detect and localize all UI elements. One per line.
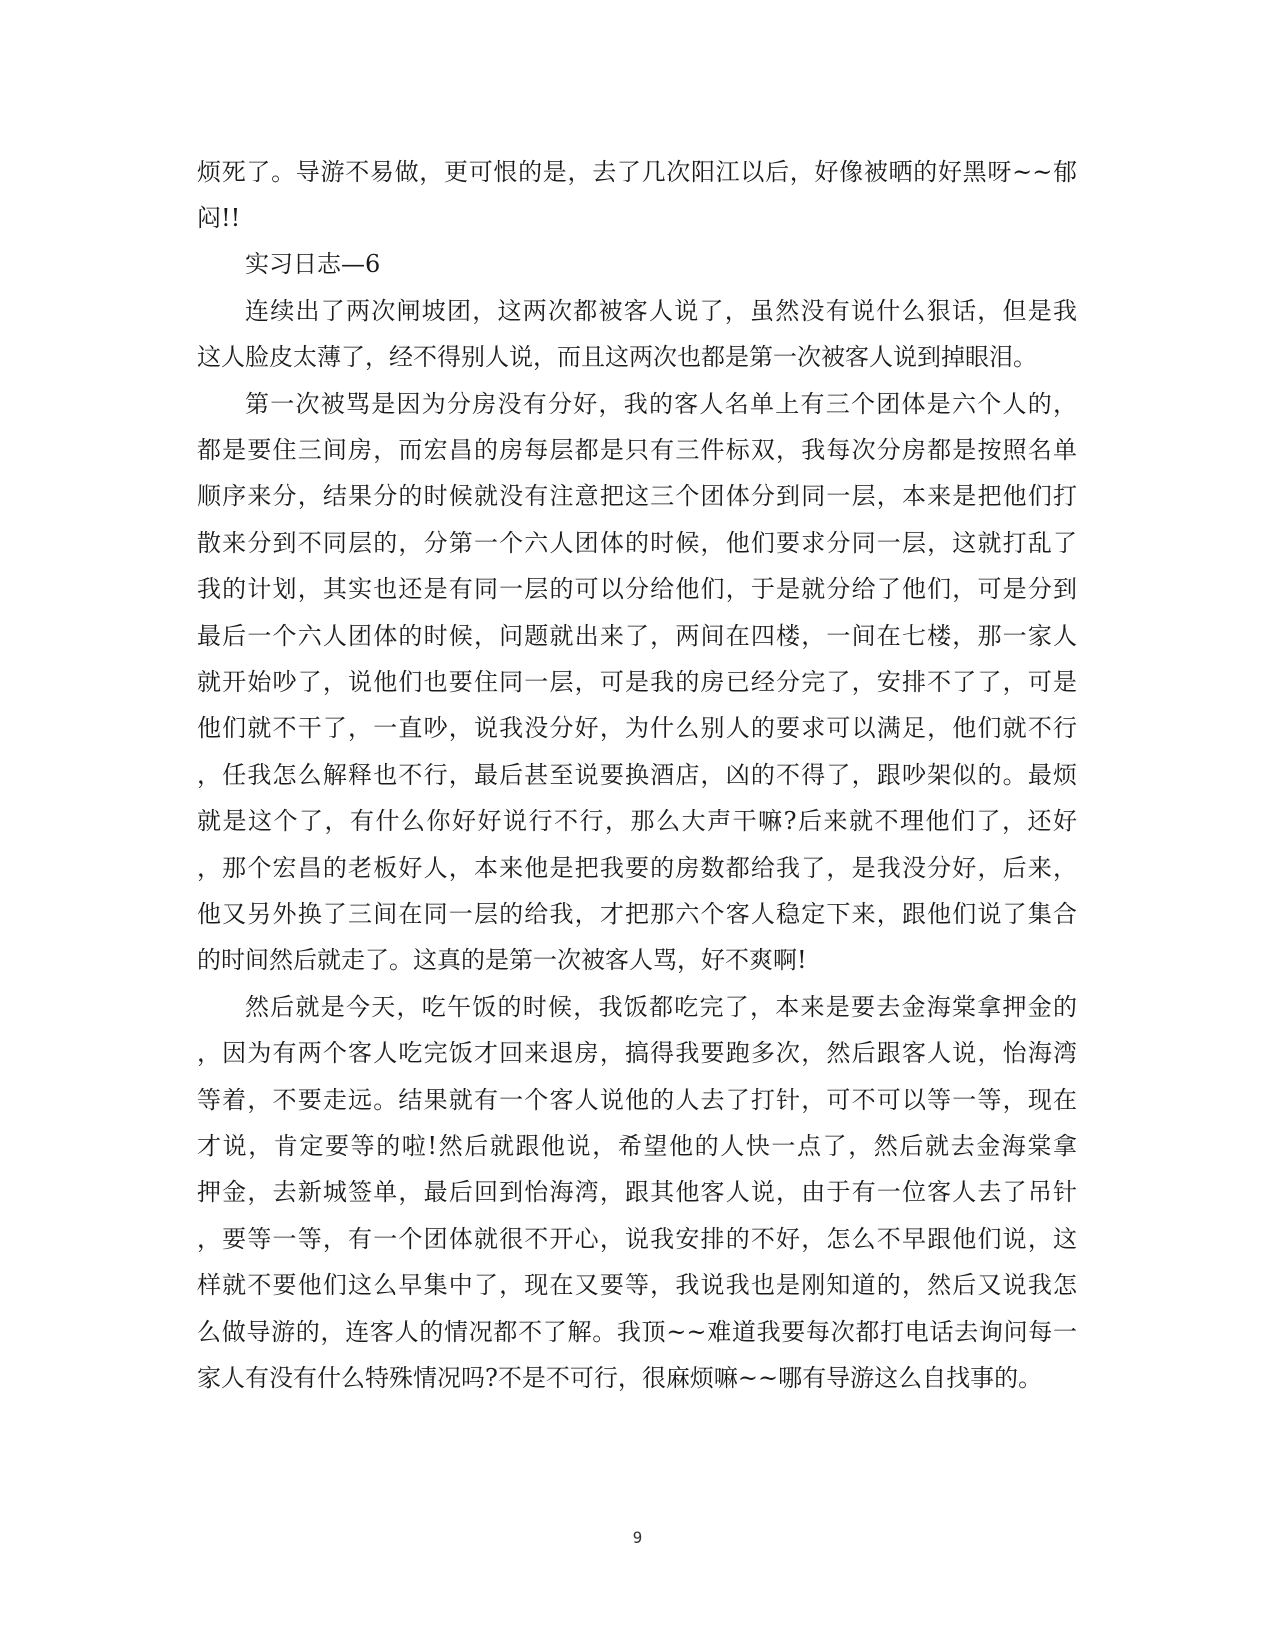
text-line: 散来分到不同层的，分第一个六人团体的时候，他们要求分同一层，这就打乱了 (197, 529, 1077, 557)
text-line: 都是要住三间房，而宏昌的房每层都是只有三件标双，我每次分房都是按照名单 (197, 436, 1077, 464)
text-line: 他又另外换了三间在同一层的给我，才把那六个客人稳定下来，跟他们说了集合 (197, 900, 1077, 928)
text-line: ，要等一等，有一个团体就很不开心，说我安排的不好，怎么不早跟他们说，这 (197, 1225, 1077, 1253)
text-line: 然后就是今天，吃午饭的时候，我饭都吃完了，本来是要去金海棠拿押金的 (245, 993, 1077, 1021)
text-line: 的时间然后就走了。这真的是第一次被客人骂，好不爽啊! (197, 946, 807, 974)
text-line: 连续出了两次闸坡团，这两次都被客人说了，虽然没有说什么狠话，但是我 (245, 297, 1077, 325)
text-line: 他们就不干了，一直吵，说我没分好，为什么别人的要求可以满足，他们就不行 (197, 714, 1077, 742)
text-line: 顺序来分，结果分的时候就没有注意把这三个团体分到同一层，本来是把他们打 (197, 482, 1077, 510)
page-number: 9 (632, 1528, 643, 1547)
text-line: 闷!! (197, 204, 241, 232)
text-line: 烦死了。导游不易做，更可恨的是，去了几次阳江以后，好像被晒的好黑呀~~郁 (197, 158, 1077, 186)
text-line: 等着，不要走远。结果就有一个客人说他的人去了打针，可不可以等一等，现在 (197, 1086, 1077, 1114)
text-line: ，那个宏昌的老板好人，本来他是把我要的房数都给我了，是我没分好，后来， (197, 854, 1077, 882)
text-line: 押金，去新城签单，最后回到怡海湾，跟其他客人说，由于有一位客人去了吊针 (197, 1178, 1077, 1206)
text-line: 第一次被骂是因为分房没有分好，我的客人名单上有三个团体是六个人的， (245, 390, 1077, 418)
section-heading: 实习日志—6 (245, 250, 381, 278)
text-line: 最后一个六人团体的时候，问题就出来了，两间在四楼，一间在七楼，那一家人 (197, 622, 1077, 650)
text-line: 就是这个了，有什么你好好说行不行，那么大声干嘛?后来就不理他们了，还好 (197, 807, 1077, 835)
text-line: 才说，肯定要等的啦!然后就跟他说，希望他的人快一点了，然后就去金海棠拿 (197, 1132, 1077, 1160)
text-line: 样就不要他们这么早集中了，现在又要等，我说我也是刚知道的，然后又说我怎 (197, 1271, 1077, 1299)
text-line: 就开始吵了，说他们也要住同一层，可是我的房已经分完了，安排不了了，可是 (197, 668, 1077, 696)
text-line: ，任我怎么解释也不行，最后甚至说要换酒店，凶的不得了，跟吵架似的。最烦 (197, 761, 1077, 789)
text-line: 么做导游的，连客人的情况都不了解。我顶~~难道我要每次都打电话去询问每一 (197, 1318, 1077, 1346)
text-line: 家人有没有什么特殊情况吗?不是不可行，很麻烦嘛~~哪有导游这么自找事的。 (197, 1364, 1043, 1392)
text-line: 我的计划，其实也还是有同一层的可以分给他们，于是就分给了他们，可是分到 (197, 575, 1077, 603)
text-line: ，因为有两个客人吃完饭才回来退房，搞得我要跑多次，然后跟客人说，怡海湾 (197, 1039, 1077, 1067)
text-line: 这人脸皮太薄了，经不得别人说，而且这两次也都是第一次被客人说到掉眼泪。 (197, 343, 1037, 371)
